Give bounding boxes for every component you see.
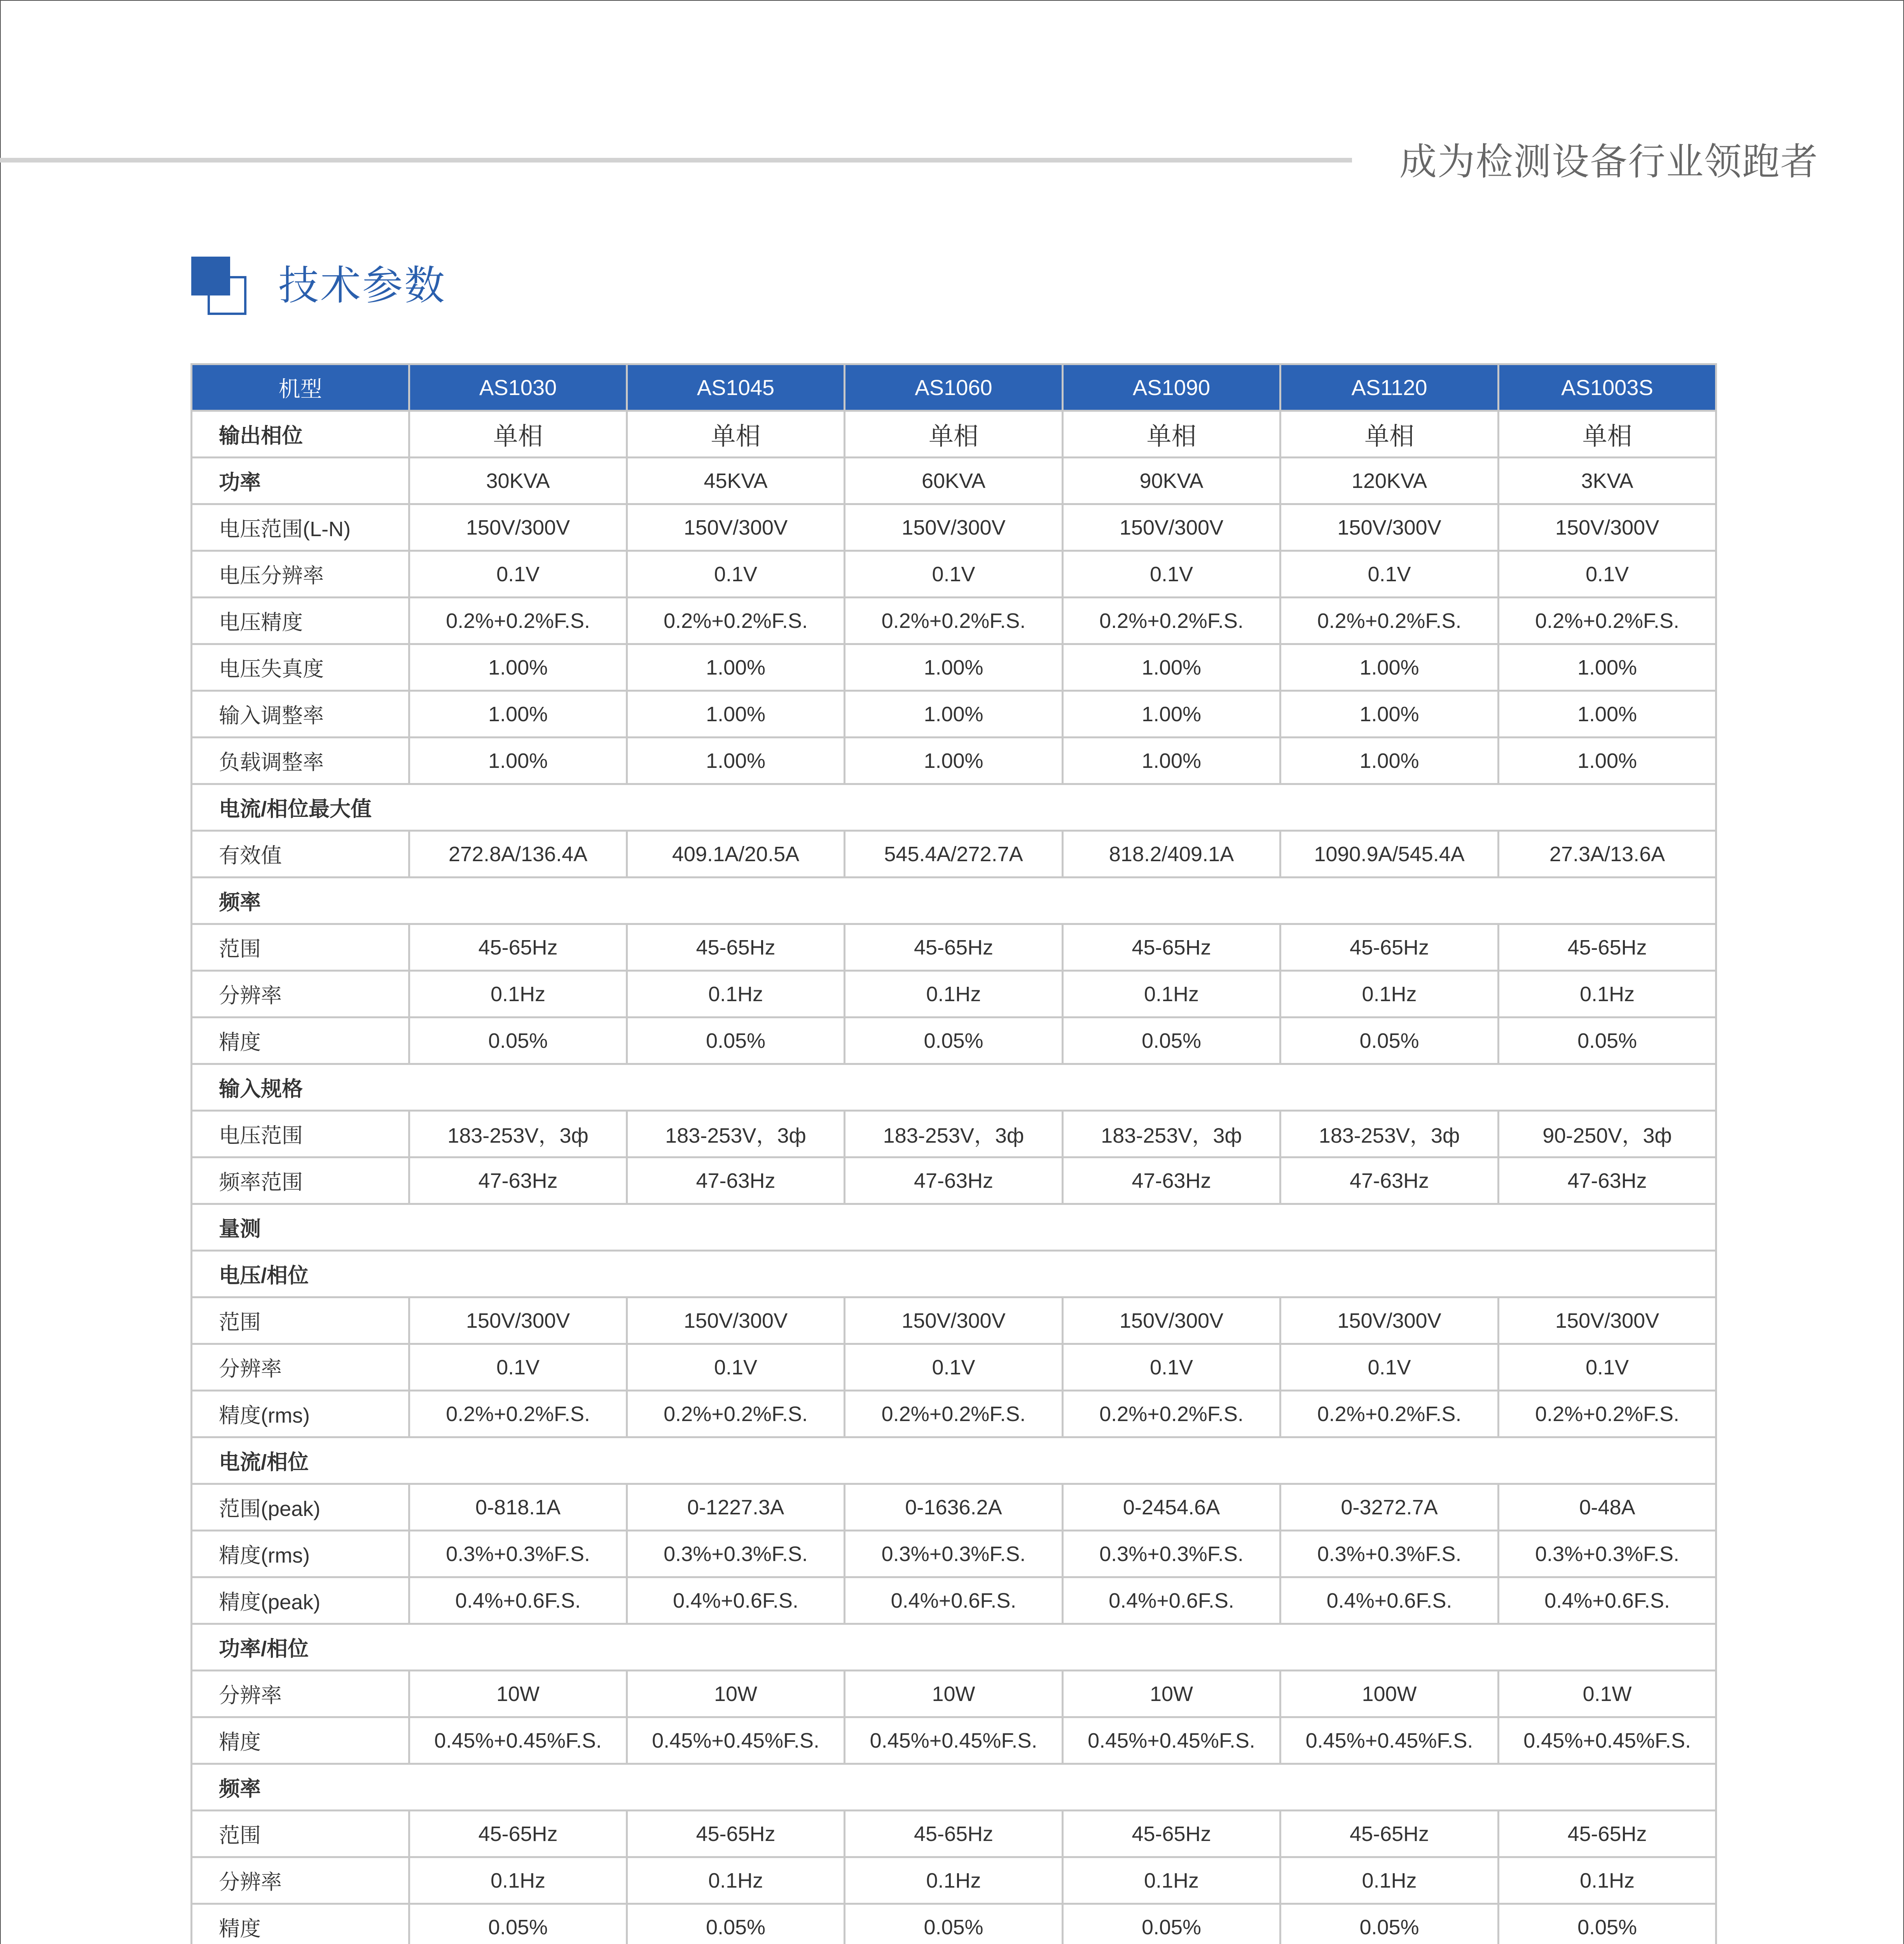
- table-cell: 0.2%+0.2%F.S.: [409, 598, 627, 644]
- table-group-row: [192, 1251, 1716, 1297]
- table-cell: 0.2%+0.2%F.S.: [1280, 1391, 1499, 1437]
- table-cell: 0.05%: [845, 1017, 1063, 1064]
- table-cell: 1.00%: [845, 644, 1063, 691]
- table-cell: 60KVA: [845, 458, 1063, 504]
- group-label: 频率: [192, 878, 1716, 924]
- table-body: [192, 411, 1716, 1944]
- table-cell: 0.2%+0.2%F.S.: [627, 1391, 845, 1437]
- table-cell: 0.1Hz: [1499, 1857, 1716, 1904]
- table-row: [192, 738, 1716, 784]
- table-cell: 0.1V: [1280, 551, 1499, 598]
- table-cell: 100W: [1280, 1671, 1499, 1717]
- table-cell: 1.00%: [1063, 738, 1280, 784]
- table-row: [192, 691, 1716, 738]
- spec-table: [190, 363, 1717, 1944]
- group-label: 量测: [192, 1204, 1716, 1251]
- table-cell: 单相: [409, 411, 627, 458]
- table-cell: 150V/300V: [409, 504, 627, 551]
- table-cell: 0.1V: [1063, 1344, 1280, 1391]
- table-row: [192, 1391, 1716, 1437]
- table-cell: 0.2%+0.2%F.S.: [627, 598, 845, 644]
- row-label: 精度(rms): [192, 1531, 409, 1577]
- table-cell: 0.05%: [1063, 1017, 1280, 1064]
- table-row: [192, 1577, 1716, 1624]
- row-label: 电压范围: [192, 1111, 409, 1157]
- table-cell: 0.05%: [627, 1017, 845, 1064]
- row-label: 精度: [192, 1904, 409, 1944]
- table-cell: 0.2%+0.2%F.S.: [1280, 598, 1499, 644]
- table-cell: 47-63Hz: [1280, 1157, 1499, 1204]
- table-row: [192, 1904, 1716, 1944]
- table-cell: 409.1A/20.5A: [627, 831, 845, 878]
- table-cell: 单相: [1280, 411, 1499, 458]
- section-square-filled: [191, 257, 230, 295]
- row-label: 频率范围: [192, 1157, 409, 1204]
- table-cell: 183-253V，3ф: [1063, 1111, 1280, 1157]
- row-label: 功率: [192, 458, 409, 504]
- row-label: 范围: [192, 924, 409, 971]
- table-cell: 183-253V，3ф: [627, 1111, 845, 1157]
- table-row: [192, 924, 1716, 971]
- table-cell: 1.00%: [1499, 738, 1716, 784]
- table-cell: 0.2%+0.2%F.S.: [1499, 598, 1716, 644]
- table-row: [192, 411, 1716, 458]
- table-cell: 272.8A/136.4A: [409, 831, 627, 878]
- table-cell: 0.2%+0.2%F.S.: [845, 598, 1063, 644]
- table-cell: 0.45%+0.45%F.S.: [1499, 1717, 1716, 1764]
- row-label: 输入调整率: [192, 691, 409, 738]
- table-cell: 120KVA: [1280, 458, 1499, 504]
- table-cell: 1090.9A/545.4A: [1280, 831, 1499, 878]
- section-title: 技术参数: [278, 263, 447, 308]
- row-label: 范围: [192, 1811, 409, 1857]
- table-cell: 0.1Hz: [627, 971, 845, 1017]
- table-cell: 1.00%: [1063, 644, 1280, 691]
- table-cell: 0.2%+0.2%F.S.: [845, 1391, 1063, 1437]
- table-row: [192, 551, 1716, 598]
- table-row: [192, 598, 1716, 644]
- table-cell: 0.2%+0.2%F.S.: [409, 1391, 627, 1437]
- table-cell: 1.00%: [1063, 691, 1280, 738]
- table-cell: 30KVA: [409, 458, 627, 504]
- table-cell: 45-65Hz: [845, 1811, 1063, 1857]
- row-label: 分辨率: [192, 1671, 409, 1717]
- table-cell: 1.00%: [627, 691, 845, 738]
- table-group-row: [192, 784, 1716, 831]
- table-cell: 0.1V: [1499, 551, 1716, 598]
- header-model-as1045: AS1045: [627, 364, 845, 411]
- table-cell: 0.1W: [1499, 1671, 1716, 1717]
- table-cell: 0.1V: [627, 551, 845, 598]
- table-cell: 0.1V: [845, 551, 1063, 598]
- table-cell: 0.4%+0.6F.S.: [1499, 1577, 1716, 1624]
- table-cell: 0.3%+0.3%F.S.: [409, 1531, 627, 1577]
- header-model-label: 机型: [192, 364, 409, 411]
- table-cell: 0-48A: [1499, 1484, 1716, 1531]
- table-cell: 0.05%: [409, 1017, 627, 1064]
- table-cell: 0.1Hz: [1280, 1857, 1499, 1904]
- table-cell: 45-65Hz: [409, 1811, 627, 1857]
- table-cell: 27.3A/13.6A: [1499, 831, 1716, 878]
- header-model-as1003s: AS1003S: [1499, 364, 1716, 411]
- table-cell: 0-1227.3A: [627, 1484, 845, 1531]
- header-model-as1060: AS1060: [845, 364, 1063, 411]
- table-cell: 150V/300V: [1280, 504, 1499, 551]
- table-cell: 1.00%: [845, 738, 1063, 784]
- table-cell: 90KVA: [1063, 458, 1280, 504]
- table-cell: 45-65Hz: [1280, 924, 1499, 971]
- table-cell: 0.05%: [1280, 1904, 1499, 1944]
- table-row: [192, 1671, 1716, 1717]
- table-row: [192, 831, 1716, 878]
- table-cell: 45-65Hz: [627, 1811, 845, 1857]
- group-label: 电压/相位: [192, 1251, 1716, 1297]
- table-cell: 150V/300V: [1499, 1297, 1716, 1344]
- table-cell: 0.2%+0.2%F.S.: [1063, 598, 1280, 644]
- table-cell: 0.05%: [845, 1904, 1063, 1944]
- table-cell: 0.4%+0.6F.S.: [1063, 1577, 1280, 1624]
- table-cell: 0.1Hz: [409, 971, 627, 1017]
- table-cell: 150V/300V: [1063, 504, 1280, 551]
- table-cell: 单相: [1063, 411, 1280, 458]
- table-cell: 45-65Hz: [1063, 924, 1280, 971]
- row-label: 范围: [192, 1297, 409, 1344]
- table-cell: 1.00%: [845, 691, 1063, 738]
- table-cell: 0.3%+0.3%F.S.: [845, 1531, 1063, 1577]
- table-cell: 0-1636.2A: [845, 1484, 1063, 1531]
- table-cell: 1.00%: [409, 644, 627, 691]
- table-cell: 150V/300V: [627, 1297, 845, 1344]
- table-cell: 0.05%: [1499, 1017, 1716, 1064]
- table-cell: 单相: [1499, 411, 1716, 458]
- row-label: 精度(rms): [192, 1391, 409, 1437]
- table-cell: 47-63Hz: [845, 1157, 1063, 1204]
- table-cell: 47-63Hz: [1499, 1157, 1716, 1204]
- table-cell: 0.4%+0.6F.S.: [409, 1577, 627, 1624]
- table-cell: 1.00%: [1280, 644, 1499, 691]
- table-cell: 0.1V: [1063, 551, 1280, 598]
- table-cell: 0.3%+0.3%F.S.: [627, 1531, 845, 1577]
- row-label: 分辨率: [192, 1857, 409, 1904]
- table-cell: 1.00%: [409, 691, 627, 738]
- row-label: 有效值: [192, 831, 409, 878]
- table-cell: 3KVA: [1499, 458, 1716, 504]
- table-row: [192, 504, 1716, 551]
- group-label: 电流/相位: [192, 1437, 1716, 1484]
- table-cell: 0.45%+0.45%F.S.: [409, 1717, 627, 1764]
- row-label: 输出相位: [192, 411, 409, 458]
- row-label: 精度: [192, 1017, 409, 1064]
- table-cell: 0.45%+0.45%F.S.: [1280, 1717, 1499, 1764]
- table-cell: 0-2454.6A: [1063, 1484, 1280, 1531]
- row-label: 负载调整率: [192, 738, 409, 784]
- table-row: [192, 971, 1716, 1017]
- table-cell: 1.00%: [1499, 691, 1716, 738]
- table-cell: 0.1Hz: [1499, 971, 1716, 1017]
- table-cell: 47-63Hz: [627, 1157, 845, 1204]
- header-model-as1090: AS1090: [1063, 364, 1280, 411]
- table-cell: 150V/300V: [1063, 1297, 1280, 1344]
- row-label: 范围(peak): [192, 1484, 409, 1531]
- table-cell: 183-253V，3ф: [409, 1111, 627, 1157]
- table-cell: 0-818.1A: [409, 1484, 627, 1531]
- table-cell: 0.1Hz: [1280, 971, 1499, 1017]
- table-cell: 单相: [627, 411, 845, 458]
- table-cell: 单相: [845, 411, 1063, 458]
- table-cell: 0.05%: [1499, 1904, 1716, 1944]
- table-cell: 0.4%+0.6F.S.: [627, 1577, 845, 1624]
- table-header-row: [192, 364, 1716, 411]
- table-cell: 0.1Hz: [1063, 1857, 1280, 1904]
- row-label: 精度: [192, 1717, 409, 1764]
- table-cell: 10W: [1063, 1671, 1280, 1717]
- row-label: 电压分辨率: [192, 551, 409, 598]
- table-row: [192, 1811, 1716, 1857]
- table-cell: 10W: [409, 1671, 627, 1717]
- table-cell: 183-253V，3ф: [845, 1111, 1063, 1157]
- row-label: 电压精度: [192, 598, 409, 644]
- table-group-row: [192, 1204, 1716, 1251]
- table-cell: 45-65Hz: [1499, 924, 1716, 971]
- group-label: 电流/相位最大值: [192, 784, 1716, 831]
- table-cell: 0.2%+0.2%F.S.: [1499, 1391, 1716, 1437]
- table-cell: 0.05%: [409, 1904, 627, 1944]
- header-model-as1120: AS1120: [1280, 364, 1499, 411]
- table-cell: 1.00%: [1280, 691, 1499, 738]
- table-cell: 0-3272.7A: [1280, 1484, 1499, 1531]
- table-cell: 45-65Hz: [1063, 1811, 1280, 1857]
- table-cell: 0.3%+0.3%F.S.: [1280, 1531, 1499, 1577]
- table-cell: 45-65Hz: [627, 924, 845, 971]
- table-cell: 45KVA: [627, 458, 845, 504]
- table-cell: 0.1V: [1499, 1344, 1716, 1391]
- table-cell: 818.2/409.1A: [1063, 831, 1280, 878]
- table-cell: 0.45%+0.45%F.S.: [1063, 1717, 1280, 1764]
- table-group-row: [192, 878, 1716, 924]
- table-cell: 0.05%: [627, 1904, 845, 1944]
- table-row: [192, 1344, 1716, 1391]
- table-cell: 183-253V，3ф: [1280, 1111, 1499, 1157]
- table-cell: 1.00%: [409, 738, 627, 784]
- table-cell: 0.1Hz: [845, 971, 1063, 1017]
- row-label: 分辨率: [192, 1344, 409, 1391]
- table-cell: 150V/300V: [627, 504, 845, 551]
- table-cell: 0.1Hz: [845, 1857, 1063, 1904]
- header-rule: [0, 158, 1352, 163]
- table-cell: 0.2%+0.2%F.S.: [1063, 1391, 1280, 1437]
- table-group-row: [192, 1437, 1716, 1484]
- table-cell: 0.1V: [845, 1344, 1063, 1391]
- table-cell: 45-65Hz: [1499, 1811, 1716, 1857]
- table-cell: 0.4%+0.6F.S.: [845, 1577, 1063, 1624]
- table-cell: 10W: [627, 1671, 845, 1717]
- table-cell: 0.1V: [409, 551, 627, 598]
- table-cell: 0.05%: [1063, 1904, 1280, 1944]
- table-cell: 0.1V: [409, 1344, 627, 1391]
- table-cell: 150V/300V: [845, 504, 1063, 551]
- table-cell: 0.45%+0.45%F.S.: [627, 1717, 845, 1764]
- table-row: [192, 1297, 1716, 1344]
- header-tagline: 成为检测设备行业领跑者: [1399, 141, 1818, 183]
- table-cell: 10W: [845, 1671, 1063, 1717]
- table-cell: 0.3%+0.3%F.S.: [1063, 1531, 1280, 1577]
- table-cell: 0.1Hz: [409, 1857, 627, 1904]
- table-row: [192, 1857, 1716, 1904]
- group-label: 功率/相位: [192, 1624, 1716, 1671]
- table-cell: 90-250V，3ф: [1499, 1111, 1716, 1157]
- table-row: [192, 1111, 1716, 1157]
- row-label: 电压范围(L-N): [192, 504, 409, 551]
- table-cell: 45-65Hz: [845, 924, 1063, 971]
- table-cell: 0.45%+0.45%F.S.: [845, 1717, 1063, 1764]
- table-group-row: [192, 1764, 1716, 1811]
- table-cell: 150V/300V: [409, 1297, 627, 1344]
- group-label: 频率: [192, 1764, 1716, 1811]
- table-cell: 150V/300V: [1280, 1297, 1499, 1344]
- table-cell: 1.00%: [627, 738, 845, 784]
- table-group-row: [192, 1064, 1716, 1111]
- table-row: [192, 644, 1716, 691]
- row-label: 分辨率: [192, 971, 409, 1017]
- header-model-as1030: AS1030: [409, 364, 627, 411]
- table-cell: 1.00%: [627, 644, 845, 691]
- table-cell: 0.4%+0.6F.S.: [1280, 1577, 1499, 1624]
- table-group-row: [192, 1624, 1716, 1671]
- table-cell: 47-63Hz: [409, 1157, 627, 1204]
- table-cell: 0.1V: [1280, 1344, 1499, 1391]
- table-cell: 45-65Hz: [1280, 1811, 1499, 1857]
- row-label: 电压失真度: [192, 644, 409, 691]
- table-row: [192, 1484, 1716, 1531]
- table-cell: 0.1Hz: [627, 1857, 845, 1904]
- table-row: [192, 458, 1716, 504]
- table-cell: 0.05%: [1280, 1017, 1499, 1064]
- table-cell: 0.3%+0.3%F.S.: [1499, 1531, 1716, 1577]
- table-row: [192, 1531, 1716, 1577]
- row-label: 精度(peak): [192, 1577, 409, 1624]
- table-row: [192, 1157, 1716, 1204]
- table-row: [192, 1717, 1716, 1764]
- table-cell: 0.1V: [627, 1344, 845, 1391]
- table-cell: 150V/300V: [1499, 504, 1716, 551]
- table-cell: 1.00%: [1499, 644, 1716, 691]
- table-cell: 150V/300V: [845, 1297, 1063, 1344]
- group-label: 输入规格: [192, 1064, 1716, 1111]
- table-cell: 0.1Hz: [1063, 971, 1280, 1017]
- table-cell: 45-65Hz: [409, 924, 627, 971]
- section-square-icon: [191, 257, 250, 319]
- table-cell: 47-63Hz: [1063, 1157, 1280, 1204]
- table-cell: 545.4A/272.7A: [845, 831, 1063, 878]
- table-cell: 1.00%: [1280, 738, 1499, 784]
- table-row: [192, 1017, 1716, 1064]
